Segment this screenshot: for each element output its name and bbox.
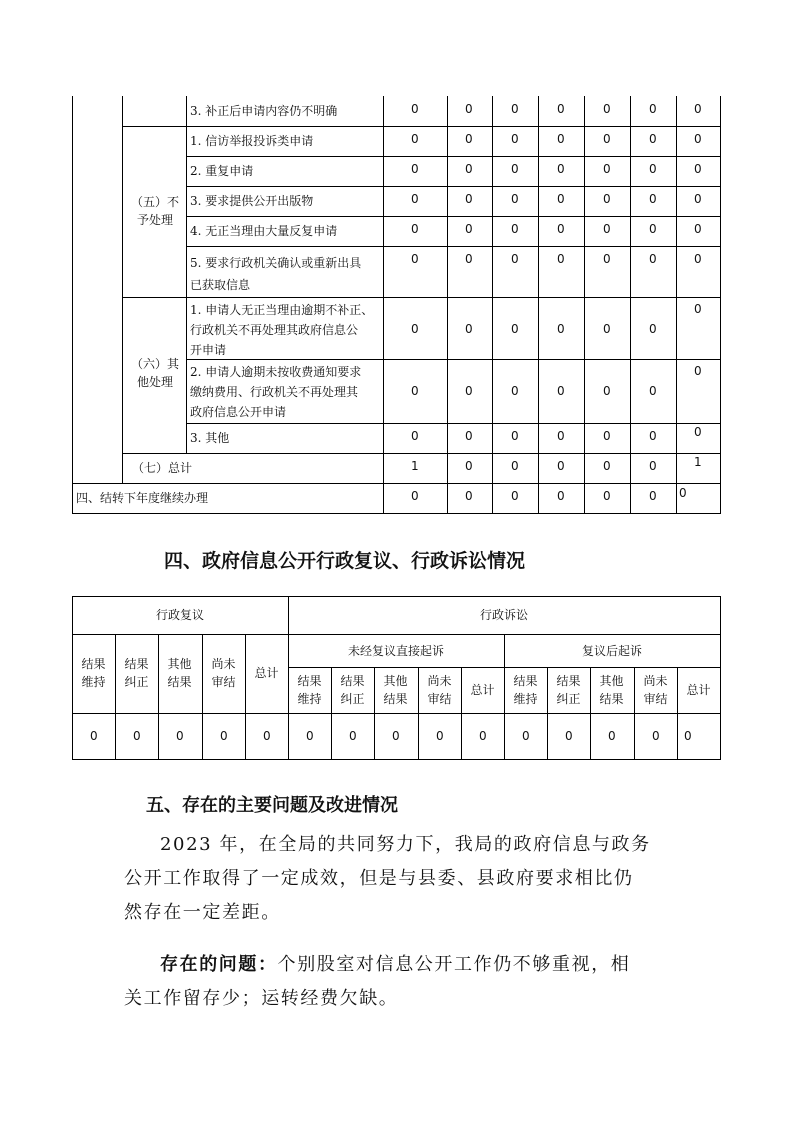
carryover-cell-value: 0 bbox=[465, 489, 473, 503]
table2-cell-value: 0 bbox=[392, 729, 400, 743]
table-cell-value: 0 bbox=[511, 132, 519, 146]
table-cell-value: 0 bbox=[603, 322, 611, 336]
table-cell-value: 0 bbox=[557, 322, 565, 336]
table-cell-value: 0 bbox=[603, 252, 611, 266]
column-header: 结果 维持 bbox=[513, 674, 538, 706]
table-cell-value: 0 bbox=[511, 429, 519, 443]
table-cell-value: 0 bbox=[465, 192, 473, 206]
table-cell-value: 0 bbox=[465, 102, 473, 116]
table-cell-value: 0 bbox=[411, 162, 419, 176]
table-cell-value: 0 bbox=[694, 252, 702, 266]
column-header: 尚未 审结 bbox=[643, 674, 668, 706]
table2-cell-value: 0 bbox=[522, 729, 530, 743]
carryover-label: 四、结转下年度继续办理 bbox=[76, 491, 209, 505]
table-cell-value: 0 bbox=[465, 162, 473, 176]
direct-suit-header: 未经复议直接起诉 bbox=[347, 644, 444, 658]
table-cell-value: 0 bbox=[649, 222, 657, 236]
table2-cell-value: 0 bbox=[90, 729, 98, 743]
table-cell-value: 0 bbox=[511, 192, 519, 206]
table-cell-value: 0 bbox=[557, 102, 565, 116]
paragraph-summary: 2023 年，在全局的共同努力下，我局的政府信息与政务 公开工作取得了一定成效，但是与县委、县政府要求相比仍 然存在一定差距。 bbox=[124, 834, 651, 923]
table-cell-value: 0 bbox=[694, 162, 702, 176]
table-cell-value: 0 bbox=[694, 425, 702, 439]
column-header: 结果 纠正 bbox=[124, 657, 149, 689]
group-6-label: （六）其 他处理 bbox=[130, 357, 179, 389]
table-cell-value: 0 bbox=[649, 102, 657, 116]
carryover-cell-value: 0 bbox=[679, 486, 687, 500]
table-cell-value: 0 bbox=[694, 102, 702, 116]
table2-cell-value: 0 bbox=[349, 729, 357, 743]
carryover-cell-value: 0 bbox=[511, 489, 519, 503]
table-cell-value: 0 bbox=[649, 192, 657, 206]
total-cell-value: 0 bbox=[465, 459, 473, 473]
column-header: 总计 bbox=[470, 683, 495, 697]
row-label: 2. 申请人逾期未按收费通知要求 缴纳费用、行政机关不再处理其 政府信息公开申请 bbox=[190, 365, 362, 419]
table2-cell-value: 0 bbox=[436, 729, 444, 743]
table-cell-value: 0 bbox=[465, 222, 473, 236]
table-cell-value: 0 bbox=[694, 302, 702, 316]
column-header: 总计 bbox=[254, 666, 279, 680]
table2-cell-value: 0 bbox=[176, 729, 184, 743]
table2-cell-value: 0 bbox=[263, 729, 271, 743]
admin-litigation-header: 行政诉讼 bbox=[479, 608, 528, 622]
table-cell-value: 0 bbox=[603, 429, 611, 443]
table2-cell-value: 0 bbox=[652, 729, 660, 743]
table-cell-value: 0 bbox=[557, 384, 565, 398]
carryover-cell-value: 0 bbox=[411, 489, 419, 503]
table-cell-value: 0 bbox=[557, 429, 565, 443]
table-cell-value: 0 bbox=[465, 384, 473, 398]
carryover-cell-value: 0 bbox=[649, 489, 657, 503]
table-cell-value: 0 bbox=[694, 192, 702, 206]
row-label: 3. 补正后申请内容仍不明确 bbox=[190, 104, 338, 118]
section-5-title: 五、存在的主要问题及改进情况 bbox=[146, 795, 398, 816]
carryover-cell-value: 0 bbox=[603, 489, 611, 503]
table-cell-value: 0 bbox=[603, 162, 611, 176]
column-header: 结果 纠正 bbox=[556, 674, 581, 706]
table-cell-value: 0 bbox=[411, 384, 419, 398]
column-header: 其他 结果 bbox=[167, 657, 192, 689]
table-cell-value: 0 bbox=[694, 132, 702, 146]
column-header: 结果 维持 bbox=[297, 674, 322, 706]
column-header: 结果 维持 bbox=[81, 657, 106, 689]
table-cell-value: 0 bbox=[557, 192, 565, 206]
table-cell-value: 0 bbox=[557, 132, 565, 146]
table2-cell-value: 0 bbox=[220, 729, 228, 743]
table-cell-value: 0 bbox=[603, 102, 611, 116]
table-cell-value: 0 bbox=[603, 192, 611, 206]
table-cell-value: 0 bbox=[511, 222, 519, 236]
total-cell-value: 0 bbox=[511, 459, 519, 473]
table-cell-value: 0 bbox=[557, 162, 565, 176]
group-5-label: （五）不 予处理 bbox=[130, 195, 179, 227]
table-cell-value: 0 bbox=[465, 429, 473, 443]
table-cell-value: 0 bbox=[411, 192, 419, 206]
table-cell-value: 0 bbox=[411, 222, 419, 236]
section-4-title: 四、政府信息公开行政复议、行政诉讼情况 bbox=[164, 550, 526, 572]
column-header: 总计 bbox=[686, 683, 711, 697]
table2-cell-value: 0 bbox=[306, 729, 314, 743]
table-cell-value: 0 bbox=[649, 429, 657, 443]
table-cell-value: 0 bbox=[694, 364, 702, 378]
table-cell-value: 0 bbox=[411, 429, 419, 443]
table2-cell-value: 0 bbox=[565, 729, 573, 743]
table-cell-value: 0 bbox=[411, 322, 419, 336]
table-cell-value: 0 bbox=[465, 252, 473, 266]
total-label: （七）总计 bbox=[132, 461, 193, 475]
table-cell-value: 0 bbox=[511, 102, 519, 116]
problems-heading: 存在的问题： bbox=[160, 954, 278, 975]
table-cell-value: 0 bbox=[649, 132, 657, 146]
total-cell-value: 0 bbox=[649, 459, 657, 473]
table2-cell-value: 0 bbox=[608, 729, 616, 743]
table-cell-value: 0 bbox=[603, 132, 611, 146]
row-label: 3. 要求提供公开出版物 bbox=[190, 194, 314, 208]
table-cell-value: 0 bbox=[511, 162, 519, 176]
paragraph-problems: 存在的问题：个别股室对信息公开工作仍不够重视，相 关工作留存少；运转经费欠缺。 bbox=[124, 954, 631, 1009]
table2-cell-value: 0 bbox=[479, 729, 487, 743]
table-cell-value: 0 bbox=[694, 222, 702, 236]
table2-cell-value: 0 bbox=[133, 729, 141, 743]
row-label: 1. 信访举报投诉类申请 bbox=[190, 134, 314, 148]
table-cell-value: 0 bbox=[649, 252, 657, 266]
total-cell-value: 1 bbox=[694, 455, 702, 469]
table-cell-value: 0 bbox=[557, 252, 565, 266]
row-label: 3. 其他 bbox=[190, 431, 230, 445]
table-cell-value: 0 bbox=[465, 132, 473, 146]
row-label: 4. 无正当理由大量反复申请 bbox=[190, 224, 338, 238]
row-label: 5. 要求行政机关确认或重新出具 已获取信息 bbox=[190, 256, 362, 292]
table-cell-value: 0 bbox=[411, 252, 419, 266]
column-header: 尚未 审结 bbox=[427, 674, 452, 706]
after-review-suit-header: 复议后起诉 bbox=[581, 644, 642, 658]
table-cell-value: 0 bbox=[511, 322, 519, 336]
row-label: 1. 申请人无正当理由逾期不补正、 行政机关不再处理其政府信息公 开申请 bbox=[190, 303, 374, 357]
column-header: 尚未 审结 bbox=[211, 657, 236, 689]
column-header: 其他 结果 bbox=[383, 674, 408, 706]
admin-review-header: 行政复议 bbox=[155, 608, 204, 622]
table-cell-value: 0 bbox=[465, 322, 473, 336]
total-cell-value: 0 bbox=[603, 459, 611, 473]
table2-cell-value: 0 bbox=[684, 729, 692, 743]
column-header: 其他 结果 bbox=[599, 674, 624, 706]
total-cell-value: 1 bbox=[411, 459, 419, 473]
table-cell-value: 0 bbox=[411, 132, 419, 146]
table-cell-value: 0 bbox=[511, 252, 519, 266]
table-cell-value: 0 bbox=[649, 384, 657, 398]
table-cell-value: 0 bbox=[649, 322, 657, 336]
row-label: 2. 重复申请 bbox=[190, 164, 254, 178]
table-cell-value: 0 bbox=[511, 384, 519, 398]
table-cell-value: 0 bbox=[603, 384, 611, 398]
carryover-cell-value: 0 bbox=[557, 489, 565, 503]
total-cell-value: 0 bbox=[557, 459, 565, 473]
table-cell-value: 0 bbox=[557, 222, 565, 236]
table-cell-value: 0 bbox=[411, 102, 419, 116]
table-cell-value: 0 bbox=[603, 222, 611, 236]
column-header: 结果 纠正 bbox=[340, 674, 365, 706]
table-cell-value: 0 bbox=[649, 162, 657, 176]
